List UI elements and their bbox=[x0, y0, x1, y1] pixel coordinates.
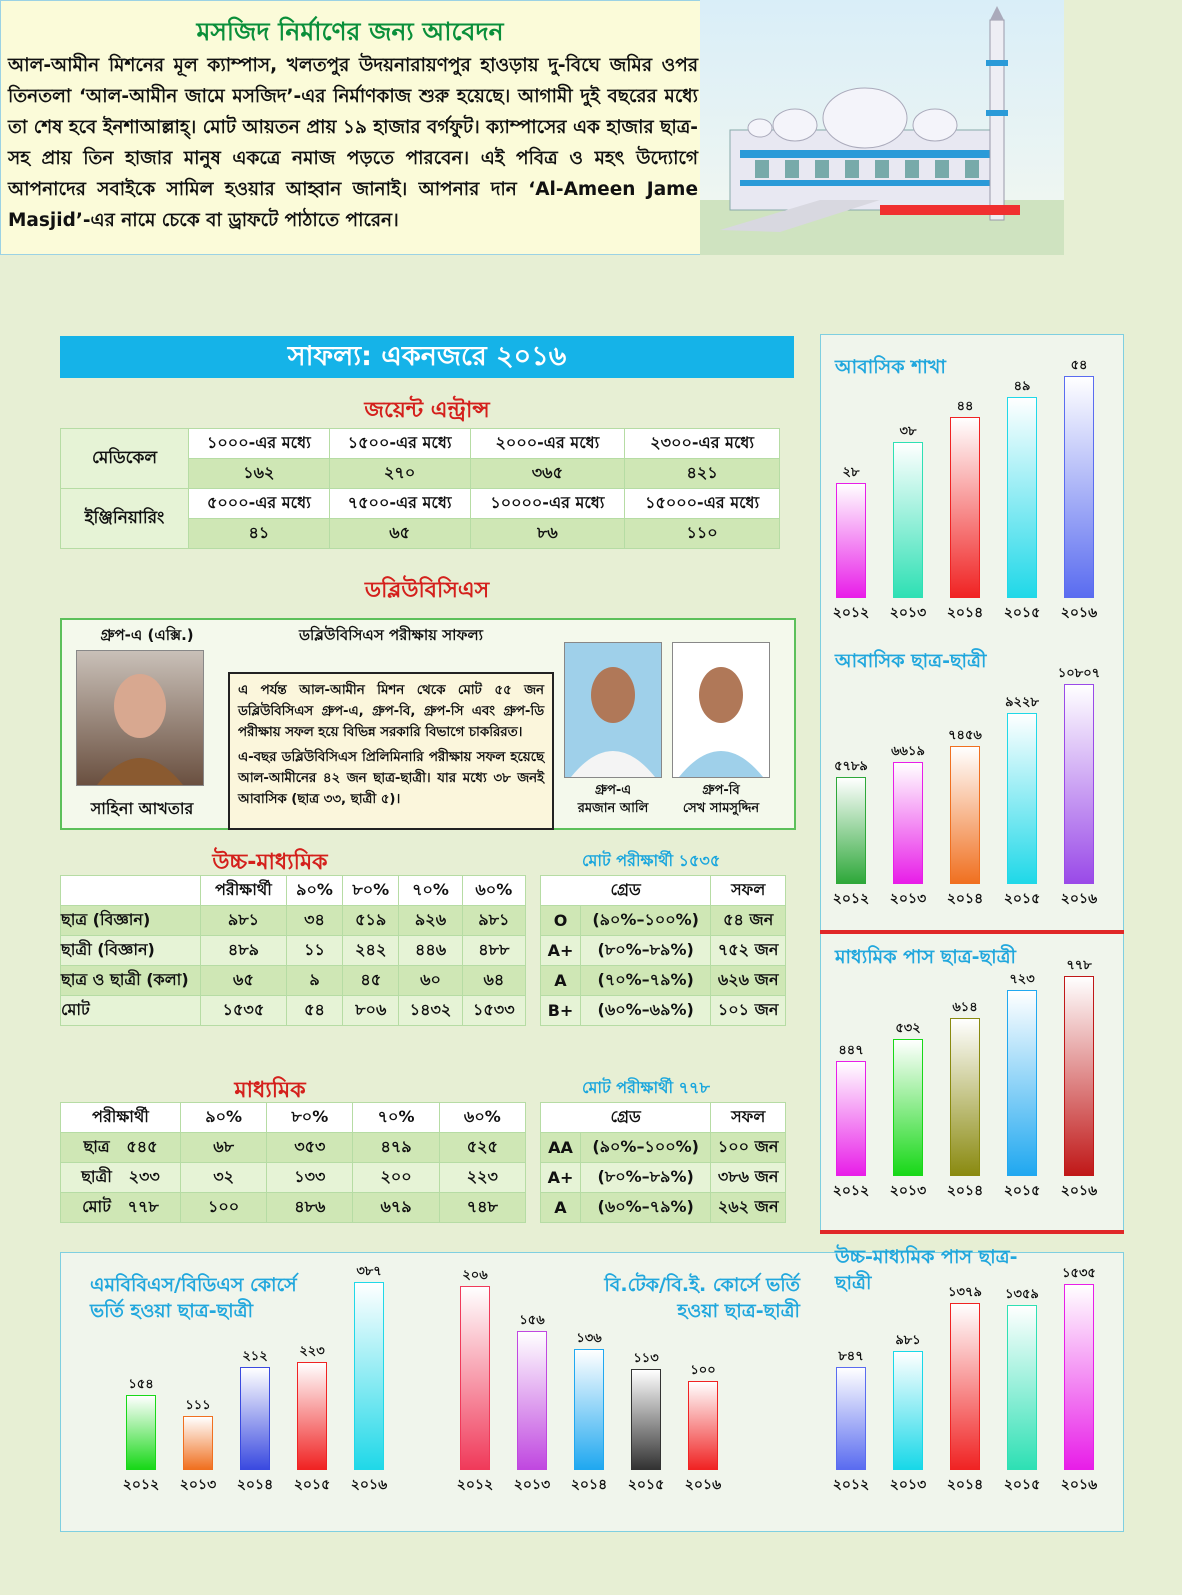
chart-value-label: ৪৪৭ bbox=[838, 1043, 864, 1059]
wbcs-paragraph-2: এ-বছর ডব্লিউবিসিএস প্রিলিমিনারি পরীক্ষায় সফল হয়েছে আল-আমীনের ৪২ জন ছাত্র-ছাত্রী। যার মধ্যে ৩৮ জনই আবাসিক (ছাত্র ৩৩, ছাত্রী ৫)। bbox=[238, 750, 544, 807]
chart-title: আবাসিক শাখা bbox=[835, 356, 946, 378]
table-cell: ১৫০০০-এর মধ্যে bbox=[625, 489, 780, 519]
table-cell: A bbox=[541, 966, 581, 996]
chart-value-label: ১৩৭৯ bbox=[948, 1284, 982, 1300]
table-cell: O bbox=[541, 906, 581, 936]
chart-value-label: ৯৮১ bbox=[895, 1333, 921, 1349]
chart-value-label: ২২৩ bbox=[299, 1343, 325, 1359]
chart-value-label: ১৫৬ bbox=[519, 1312, 545, 1328]
table-cell: ১০০০-এর মধ্যে bbox=[189, 429, 330, 459]
table-cell: ১০০০০-এর মধ্যে bbox=[470, 489, 625, 519]
table-cell: ২৬২ জন bbox=[711, 1193, 786, 1223]
chart-category-label: ২০১২ bbox=[832, 891, 870, 907]
portrait-name-3 bbox=[664, 782, 778, 818]
table-cell: ১৫৩৩ bbox=[462, 996, 525, 1026]
portrait-name-1: সাহিনা আখতার bbox=[90, 799, 194, 818]
table-cell: ৩৫৩ bbox=[267, 1133, 353, 1163]
table-cell: ৮০% bbox=[267, 1103, 353, 1133]
chart-category-label: ২০১৫ bbox=[1003, 1477, 1041, 1493]
chart-value-label: ১১১ bbox=[185, 1398, 211, 1414]
row-label: ছাত্র ও ছাত্রী (কলা) bbox=[61, 966, 201, 996]
group-a-caption: গ্রুপ-এ (এক্সি.) bbox=[100, 626, 194, 644]
chart-category-label: ২০১৫ bbox=[1003, 1183, 1041, 1199]
table-cell: B+ bbox=[541, 996, 581, 1026]
chart-bar bbox=[297, 1362, 327, 1470]
hs-title: উচ্চ-মাধ্যমিক bbox=[212, 850, 328, 875]
chart-bar bbox=[354, 1282, 384, 1470]
table-cell: (৮০%–৮৯%) bbox=[581, 936, 711, 966]
table-cell: ৫৪ bbox=[286, 996, 342, 1026]
table-cell: ৬০% bbox=[439, 1103, 525, 1133]
joint-entrance-title: জয়েন্ট এন্ট্রান্স bbox=[364, 398, 490, 423]
table-cell: A+ bbox=[541, 936, 581, 966]
chart-value-label: ১৩৫৯ bbox=[1005, 1287, 1039, 1303]
table-cell: ১৫০০-এর মধ্যে bbox=[329, 429, 470, 459]
table-cell: ৭৫২ জন bbox=[711, 936, 786, 966]
table-cell: ৩৬৫ bbox=[470, 459, 625, 489]
table-cell: ১১ bbox=[286, 936, 342, 966]
row-label-text: মোট bbox=[82, 1197, 111, 1216]
divider bbox=[820, 1230, 1124, 1234]
table-cell: ১০০ bbox=[181, 1193, 267, 1223]
table-cell: ৯০% bbox=[181, 1103, 267, 1133]
chart-bar bbox=[893, 1351, 923, 1470]
chart-category-label: ২০১৫ bbox=[293, 1477, 331, 1493]
table-cell: ১৩৩ bbox=[267, 1163, 353, 1193]
table-cell: ৭৪৮ bbox=[439, 1193, 525, 1223]
chart-value-label: ৭৪৫৬ bbox=[948, 728, 982, 743]
divider bbox=[820, 930, 1124, 934]
table-cell: ৭০% bbox=[399, 876, 462, 906]
table-cell: ৬৮ bbox=[181, 1133, 267, 1163]
chart-bar bbox=[1064, 1284, 1094, 1470]
wbcs-paragraph-1: এ পর্যন্ত আল-আমীন মিশন থেকে মোট ৫৫ জন ডব্লিউবিসিএস গ্রুপ-এ, গ্রুপ-বি, গ্রুপ-সি এবং গ্রুপ-ডি পরীক্ষায় সফল হয়ে বিভিন্ন সরকারি বিভাগে চাকরিরত। bbox=[238, 683, 544, 740]
table-cell: ৪৮৬ bbox=[267, 1193, 353, 1223]
chart-value-label: ১৫৪ bbox=[128, 1377, 154, 1393]
table-cell: সফল bbox=[711, 1103, 786, 1133]
secondary-table bbox=[60, 1102, 526, 1223]
chart-bar bbox=[126, 1395, 156, 1470]
table-cell: ৬০ bbox=[399, 966, 462, 996]
table-cell: ৪১ bbox=[189, 519, 330, 549]
chart-bar bbox=[950, 1018, 980, 1176]
chart-category-label: ২০১৪ bbox=[946, 891, 984, 907]
chart-title: বি.টেক/বি.ই. কোর্সে ভর্তি হওয়া ছাত্র-ছাত্রী bbox=[604, 1274, 800, 1322]
secondary-grade-table bbox=[540, 1102, 786, 1223]
table-cell: ৭০% bbox=[353, 1103, 439, 1133]
chart-value-label: ৫৪ bbox=[1070, 358, 1088, 373]
chart-bar bbox=[1007, 990, 1037, 1176]
row-label: মোট bbox=[61, 996, 201, 1026]
row-label: ছাত্রী (বিজ্ঞান) bbox=[61, 936, 201, 966]
wbcs-text-box bbox=[228, 672, 554, 830]
chart-category-label: ২০১৩ bbox=[889, 1183, 927, 1199]
chart-value-label: ১১৩ bbox=[633, 1351, 659, 1367]
chart-bar bbox=[1064, 976, 1094, 1176]
row-label bbox=[61, 1163, 181, 1193]
table-cell: ৪৪৬ bbox=[399, 936, 462, 966]
table-cell: ৫১৯ bbox=[343, 906, 399, 936]
chart-bar bbox=[836, 1367, 866, 1470]
table-cell: (৯০%–১০০%) bbox=[581, 1133, 711, 1163]
table-cell: ৬৪ bbox=[462, 966, 525, 996]
table-cell: ১৪৩২ bbox=[399, 996, 462, 1026]
chart-title: মাধ্যমিক পাস ছাত্র-ছাত্রী bbox=[835, 946, 1016, 968]
table-cell: ৫৪ জন bbox=[711, 906, 786, 936]
appeal-body: আল-আমীন মিশনের মূল ক্যাম্পাস, খলতপুর উদয়নারায়ণপুর হাওড়ায় দু-বিঘে জমির ওপর তিনতলা ‘আল-আমীন জামে মসজিদ’-এর নির্মাণকাজ শুরু হয়েছে। আগামী দুই বছরের মধ্যে তা শেষ হবে ইনশাআল্লাহ্। মোট আয়তন প্রায় ১৯ হাজার বর্গফুট। ক্যাম্পাসের এক হাজার ছাত্র-সহ প্রায় তিন হাজার মানুষ একত্রে নমাজ পড়তে পারবেন। এই পবিত্র ও মহৎ উদ্যোগে আপনাদের সবাইকে সামিল হওয়ার আহ্বান জানাই। আপনার দান ‘Al-Ameen Jame Masjid’-এর নামে চেকে বা ড্রাফটে পাঠাতে পারেন। bbox=[8, 55, 698, 231]
group-label: গ্রুপ-বি bbox=[702, 783, 740, 798]
person-name: সেখ সামসুদ্দিন bbox=[682, 801, 760, 816]
table-cell: ১৫৩৫ bbox=[201, 996, 287, 1026]
table-cell: ২৩৩ bbox=[128, 1167, 160, 1186]
chart-bar bbox=[893, 1039, 923, 1176]
joint-entrance-table bbox=[60, 428, 780, 549]
chart-category-label: ২০১৫ bbox=[627, 1477, 665, 1493]
table-cell: ৩২ bbox=[181, 1163, 267, 1193]
chart-value-label: ১০৮০৭ bbox=[1057, 666, 1101, 681]
table-cell: (৮০%–৮৯%) bbox=[581, 1163, 711, 1193]
chart-category-label: ২০১২ bbox=[456, 1477, 494, 1493]
table-cell: ৬৭৯ bbox=[353, 1193, 439, 1223]
chart-value-label: ৩৮ bbox=[899, 423, 917, 439]
table-cell: ৯৮১ bbox=[201, 906, 287, 936]
table-cell: A+ bbox=[541, 1163, 581, 1193]
chart-bar bbox=[950, 1303, 980, 1470]
mosque-appeal-panel bbox=[0, 0, 1064, 255]
chart-category-label: ২০১৬ bbox=[684, 1477, 722, 1493]
table-cell: ২৩০০-এর মধ্যে bbox=[625, 429, 780, 459]
chart-bar bbox=[950, 746, 980, 884]
table-cell: (৯০%–১০০%) bbox=[581, 906, 711, 936]
chart-bar bbox=[1064, 376, 1094, 598]
table-cell: ৭৭৮ bbox=[127, 1197, 159, 1216]
row-label bbox=[61, 1133, 181, 1163]
table-cell: ৬০% bbox=[462, 876, 525, 906]
chart-value-label: ১৩৬ bbox=[576, 1330, 602, 1346]
table-cell: (৬০%–৬৯%) bbox=[581, 996, 711, 1026]
chart-bar bbox=[460, 1286, 490, 1470]
table-cell: সফল bbox=[711, 876, 786, 906]
table-cell: ১১০ bbox=[625, 519, 780, 549]
table-cell: ৯৮১ bbox=[462, 906, 525, 936]
table-cell: ১৬২ bbox=[189, 459, 330, 489]
table-cell: ৩৪ bbox=[286, 906, 342, 936]
chart-value-label: ৬৬১৯ bbox=[891, 743, 925, 759]
row-label bbox=[61, 1193, 181, 1223]
chart-category-label: ২০১৪ bbox=[946, 605, 984, 621]
chart-bar bbox=[1007, 397, 1037, 598]
table-cell: ৬৫ bbox=[329, 519, 470, 549]
wbcs-panel bbox=[60, 618, 796, 830]
table-cell: ৪৮৯ bbox=[201, 936, 287, 966]
table-cell: ২৭০ bbox=[329, 459, 470, 489]
chart-bar bbox=[1007, 713, 1037, 884]
row-label: ছাত্র (বিজ্ঞান) bbox=[61, 906, 201, 936]
chart-bar bbox=[1064, 684, 1094, 884]
chart-category-label: ২০১৫ bbox=[1003, 891, 1041, 907]
chart-bar bbox=[893, 442, 923, 598]
chart-value-label: ৫৭৮৯ bbox=[834, 758, 868, 774]
chart-bar bbox=[836, 777, 866, 884]
table-cell: ৪৫ bbox=[343, 966, 399, 996]
portrait-sahina bbox=[76, 650, 204, 786]
table-cell: ৯ bbox=[286, 966, 342, 996]
chart-category-label: ২০১৩ bbox=[889, 891, 927, 907]
chart-value-label: ১৫৩৫ bbox=[1062, 1266, 1096, 1281]
chart-category-label: ২০১৪ bbox=[236, 1477, 274, 1493]
table-cell: ৬৫ bbox=[201, 966, 287, 996]
chart-category-label: ২০১৩ bbox=[889, 1477, 927, 1493]
chart-category-label: ২০১২ bbox=[122, 1477, 160, 1493]
chart-bar bbox=[517, 1331, 547, 1470]
chart-category-label: ২০১২ bbox=[832, 605, 870, 621]
chart-category-label: ২০১৬ bbox=[1060, 891, 1098, 907]
chart-bar bbox=[950, 417, 980, 598]
table-cell: পরীক্ষার্থী bbox=[61, 1103, 181, 1133]
table-cell: ২০০০-এর মধ্যে bbox=[470, 429, 625, 459]
chart-bar bbox=[893, 762, 923, 884]
table-cell: গ্রেড bbox=[541, 876, 711, 906]
chart-value-label: ৮৪৭ bbox=[838, 1349, 864, 1365]
chart-category-label: ২০১৬ bbox=[1060, 1183, 1098, 1199]
hs-total-note: মোট পরীক্ষার্থী ১৫৩৫ bbox=[582, 851, 721, 870]
success-header: সাফল্য: একনজরে ২০১৬ bbox=[60, 336, 794, 378]
chart-value-label: ৪৯ bbox=[1013, 378, 1031, 394]
table-cell: পরীক্ষার্থী bbox=[201, 876, 287, 906]
chart-bar bbox=[631, 1369, 661, 1470]
table-cell: ২২৩ bbox=[439, 1163, 525, 1193]
chart-category-label: ২০১৬ bbox=[350, 1477, 388, 1493]
chart-category-label: ২০১৬ bbox=[1060, 1477, 1098, 1493]
chart-value-label: ১০০ bbox=[690, 1362, 716, 1378]
group-label: গ্রুপ-এ bbox=[594, 783, 632, 798]
chart-category-label: ২০১৫ bbox=[1003, 605, 1041, 621]
hs-table bbox=[60, 875, 526, 1026]
appeal-title: মসজিদ নির্মাণের জন্য আবেদন bbox=[196, 17, 504, 46]
table-cell: ৯২৬ bbox=[399, 906, 462, 936]
chart-value-label: ৭৭৮ bbox=[1066, 958, 1092, 973]
chart-value-label: ২১২ bbox=[242, 1349, 268, 1364]
chart-value-label: ৫৩২ bbox=[895, 1021, 921, 1037]
mosque-image bbox=[700, 0, 1064, 255]
portrait-name-2 bbox=[556, 782, 670, 818]
table-cell: ১০০ জন bbox=[711, 1133, 786, 1163]
wbcs-heading: ডব্লিউবিসিএস পরীক্ষায় সাফল্য bbox=[299, 626, 483, 644]
table-cell: ৯০% bbox=[286, 876, 342, 906]
chart-value-label: ৩৮৭ bbox=[356, 1264, 382, 1279]
table-cell: ৭৫০০-এর মধ্যে bbox=[329, 489, 470, 519]
chart-category-label: ২০১৩ bbox=[889, 605, 927, 621]
chart-category-label: ২০১৪ bbox=[946, 1477, 984, 1493]
person-name: রমজান আলি bbox=[577, 801, 649, 816]
chart-category-label: ২০১৪ bbox=[570, 1477, 608, 1493]
secondary-title: মাধ্যমিক bbox=[234, 1078, 306, 1103]
chart-value-label: ২০৬ bbox=[462, 1268, 488, 1283]
table-cell: ৫০০০-এর মধ্যে bbox=[189, 489, 330, 519]
chart-title: উচ্চ-মাধ্যমিক পাস ছাত্র-ছাত্রী bbox=[835, 1246, 1018, 1294]
chart-bar bbox=[240, 1367, 270, 1470]
row-label-text: ছাত্র bbox=[83, 1137, 110, 1156]
table-cell: ৫২৫ bbox=[439, 1133, 525, 1163]
table-cell: ২৪২ bbox=[343, 936, 399, 966]
table-cell: ৬২৬ জন bbox=[711, 966, 786, 996]
table-cell: ৮০৬ bbox=[343, 996, 399, 1026]
table-cell: ২০০ bbox=[353, 1163, 439, 1193]
chart-value-label: ৯২২৮ bbox=[1005, 695, 1039, 711]
hs-grade-table bbox=[540, 875, 786, 1026]
table-cell: ৮০% bbox=[343, 876, 399, 906]
table-cell: ৮৬ bbox=[470, 519, 625, 549]
chart-value-label: ৭২৩ bbox=[1009, 972, 1035, 988]
chart-bar bbox=[574, 1349, 604, 1470]
row-label-text: ছাত্রী bbox=[81, 1167, 112, 1186]
table-cell bbox=[61, 876, 201, 906]
chart-category-label: ২০১২ bbox=[832, 1183, 870, 1199]
chart-value-label: ৬১৪ bbox=[952, 1000, 978, 1016]
table-cell: ৫৪৫ bbox=[126, 1137, 158, 1156]
table-cell: ১০১ জন bbox=[711, 996, 786, 1026]
portrait-samsuddin bbox=[672, 642, 770, 778]
chart-bar bbox=[183, 1416, 213, 1470]
wbcs-title: ডব্লিউবিসিএস bbox=[364, 578, 490, 603]
table-cell: ৪৮৮ bbox=[462, 936, 525, 966]
table-cell: ৪২১ bbox=[625, 459, 780, 489]
chart-category-label: ২০১২ bbox=[832, 1477, 870, 1493]
chart-bar bbox=[1007, 1305, 1037, 1470]
table-cell: (৬০%–৭৯%) bbox=[581, 1193, 711, 1223]
table-cell: AA bbox=[541, 1133, 581, 1163]
secondary-total-note: মোট পরীক্ষার্থী ৭৭৮ bbox=[582, 1078, 710, 1097]
chart-title: এমবিবিএস/বিডিএস কোর্সে ভর্তি হওয়া ছাত্র-ছাত্রী bbox=[90, 1274, 297, 1322]
chart-title: আবাসিক ছাত্র-ছাত্রী bbox=[835, 650, 987, 672]
chart-category-label: ২০১৬ bbox=[1060, 605, 1098, 621]
chart-category-label: ২০১৪ bbox=[946, 1183, 984, 1199]
chart-bar bbox=[836, 483, 866, 598]
table-cell: ৪৭৯ bbox=[353, 1133, 439, 1163]
chart-bar bbox=[688, 1381, 718, 1470]
table-cell: A bbox=[541, 1193, 581, 1223]
engineering-label: ইঞ্জিনিয়ারিং bbox=[61, 489, 189, 549]
table-cell: ৩৮৬ জন bbox=[711, 1163, 786, 1193]
chart-value-label: ৪৪ bbox=[956, 399, 974, 415]
medical-label: মেডিকেল bbox=[61, 429, 189, 489]
portrait-ramzan bbox=[564, 642, 662, 778]
chart-category-label: ২০১৩ bbox=[179, 1477, 217, 1493]
table-cell: (৭০%–৭৯%) bbox=[581, 966, 711, 996]
chart-value-label: ২৮ bbox=[842, 464, 860, 480]
chart-category-label: ২০১৩ bbox=[513, 1477, 551, 1493]
table-cell: গ্রেড bbox=[541, 1103, 711, 1133]
chart-bar bbox=[836, 1061, 866, 1176]
